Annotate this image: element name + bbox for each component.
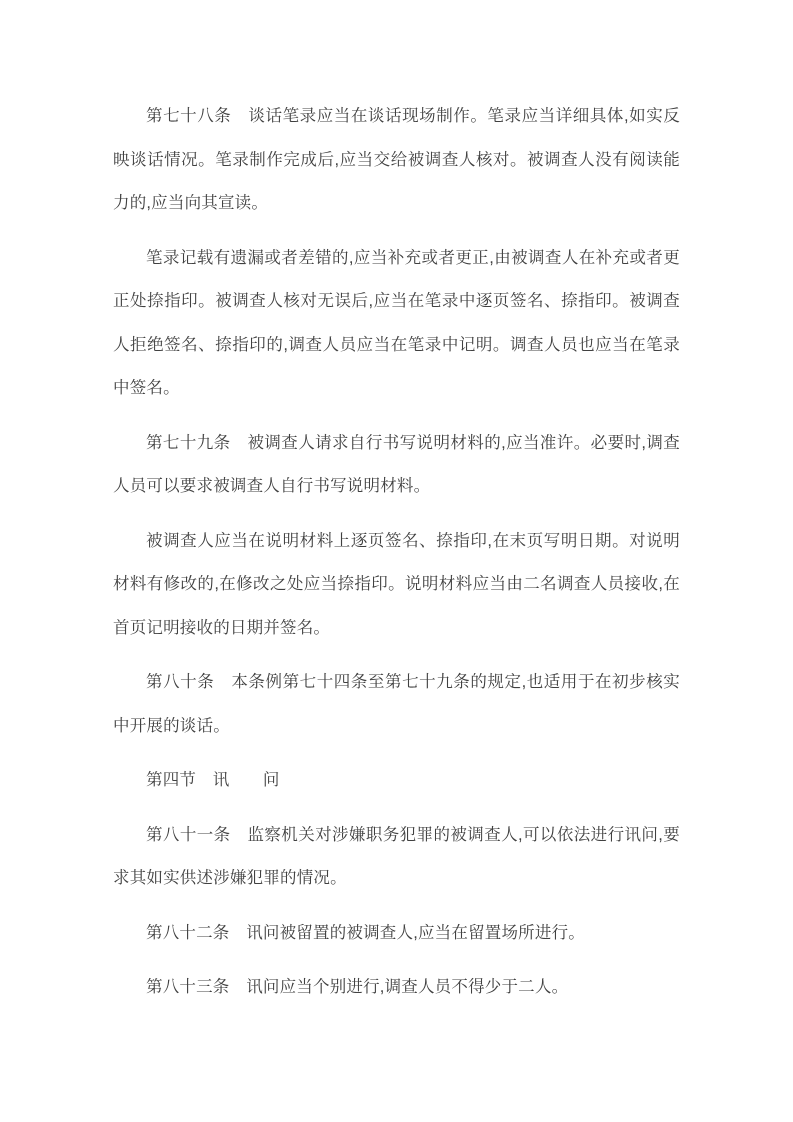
section-heading: 第四节 讯 问 [146, 771, 280, 789]
article-paragraph: 第七十九条 被调查人请求自行书写说明材料的,应当准许。必要时,调查人员可以要求被调查人自行书写说明材料。 [113, 433, 680, 495]
article-paragraph: 笔录记载有遗漏或者差错的,应当补充或者更正,由被调查人在补充或者更正处捺指印。被调查人核对无误后,应当在笔录中逐页签名、捺指印。被调查人拒绝签名、捺指印的,调查人员应当在笔录中记明。调查人员也应当在笔录中签名。 [113, 248, 680, 397]
document-body [113, 95, 680, 1010]
article-paragraph: 第七十八条 谈话笔录应当在谈话现场制作。笔录应当详细具体,如实反映谈话情况。笔录制作完成后,应当交给被调查人核对。被调查人没有阅读能力的,应当向其宣读。 [113, 107, 680, 212]
article-paragraph: 第八十一条 监察机关对涉嫌职务犯罪的被调查人,可以依法进行讯问,要求其如实供述涉嫌犯罪的情况。 [113, 825, 680, 887]
article-paragraph: 第八十三条 讯问应当个别进行,调查人员不得少于二人。 [146, 978, 569, 996]
article-paragraph: 被调查人应当在说明材料上逐页签名、捺指印,在末页写明日期。对说明材料有修改的,在修改之处应当捺指印。说明材料应当由二名调查人员接收,在首页记明接收的日期并签名。 [113, 531, 680, 637]
article-paragraph: 第八十二条 讯问被留置的被调查人,应当在留置场所进行。 [146, 923, 585, 942]
article-paragraph: 第八十条 本条例第七十四条至第七十九条的规定,也适用于在初步核实中开展的谈话。 [113, 673, 680, 735]
